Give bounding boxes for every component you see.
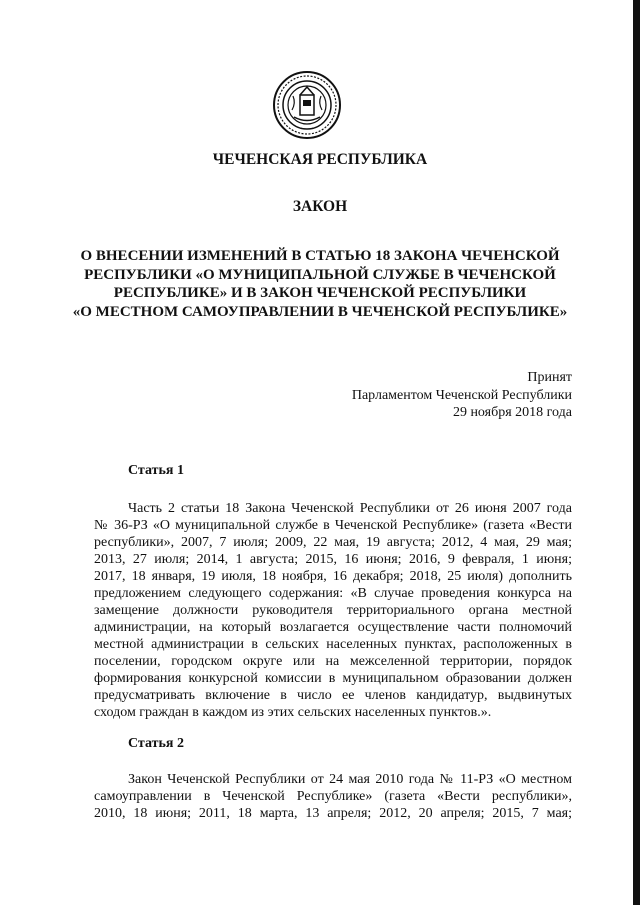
subject-line: О ВНЕСЕНИИ ИЗМЕНЕНИЙ В СТАТЬЮ 18 ЗАКОНА ЧЕЧЕНСКОЙ <box>80 248 560 264</box>
text-line: Закон Чеченской Республики от 24 мая 2010 года № 11-РЗ «О местном <box>128 772 572 787</box>
text-line: самоуправлении в Чеченской Республике» (газета «Вести республики», <box>94 789 572 804</box>
law-subject <box>0 247 640 321</box>
adoption-block <box>352 369 572 422</box>
text-line: 2013, 27 июля; 2014, 1 августа; 2015, 16 июня; 2016, 9 февраля, 1 июня; <box>94 552 572 567</box>
text-line: сходом граждан в каждом из этих сельских населенных пунктов.». <box>94 705 492 720</box>
text-line: формирования конкурсной комиссии в муниципальном образовании должен <box>94 671 572 686</box>
page-edge-shadow <box>633 0 640 905</box>
article-2-heading: Статья 2 <box>128 736 184 751</box>
text-line: 2010, 18 июня; 2011, 18 марта, 13 апреля; 2012, 20 апреля; 2015, 7 мая; <box>94 806 572 821</box>
text-line: предусматривать включение в число ее членов кандидатур, выдвинутых <box>94 688 572 703</box>
text-line: замещение должности руководителя территориального органа местной <box>94 603 572 618</box>
subject-line: РЕСПУБЛИКЕ» И В ЗАКОН ЧЕЧЕНСКОЙ РЕСПУБЛИКИ <box>113 285 527 301</box>
text-line: 2017, 18 января, 19 июля, 18 ноября, 16 декабря; 2018, 25 июля) дополнить <box>94 569 572 584</box>
article-2-text <box>94 771 572 822</box>
text-line: Часть 2 статьи 18 Закона Чеченской Республики от 26 июня 2007 года <box>128 501 572 516</box>
text-line: администрации, на который возлагается осуществление части полномочий <box>94 620 572 635</box>
document-type: ЗАКОН <box>292 198 348 215</box>
subject-line: «О МЕСТНОМ САМОУПРАВЛЕНИИ В ЧЕЧЕНСКОЙ РЕСПУБЛИКЕ» <box>72 303 568 320</box>
text-line: поселении, городском округе или на межселенной территории, порядок <box>94 654 572 669</box>
adoption-body: Парламентом Чеченской Республики <box>351 387 572 403</box>
subject-line: РЕСПУБЛИКИ «О МУНИЦИПАЛЬНОЙ СЛУЖБЕ В ЧЕЧЕНСКОЙ <box>84 266 556 283</box>
text-line: местной администрации в сельских населенных пунктах, расположенных в <box>94 637 572 652</box>
article-1-heading: Статья 1 <box>128 463 184 478</box>
adoption-label: Принят <box>527 370 572 385</box>
article-1-text <box>94 500 572 721</box>
text-line: предложением следующего содержания: «В случае проведения конкурса на <box>94 586 572 601</box>
chechen-coat-of-arms-icon <box>272 70 342 140</box>
country-title: ЧЕЧЕНСКАЯ РЕСПУБЛИКА <box>212 151 428 168</box>
text-line: республики», 2007, 7 июля; 2009, 22 мая, 19 августа; 2012, 4 мая, 29 мая; <box>94 535 572 550</box>
adoption-date: 29 ноября 2018 года <box>452 405 572 420</box>
text-line: № 36-РЗ «О муниципальной службе в Чеченской Республике» (газета «Вести <box>94 518 572 533</box>
